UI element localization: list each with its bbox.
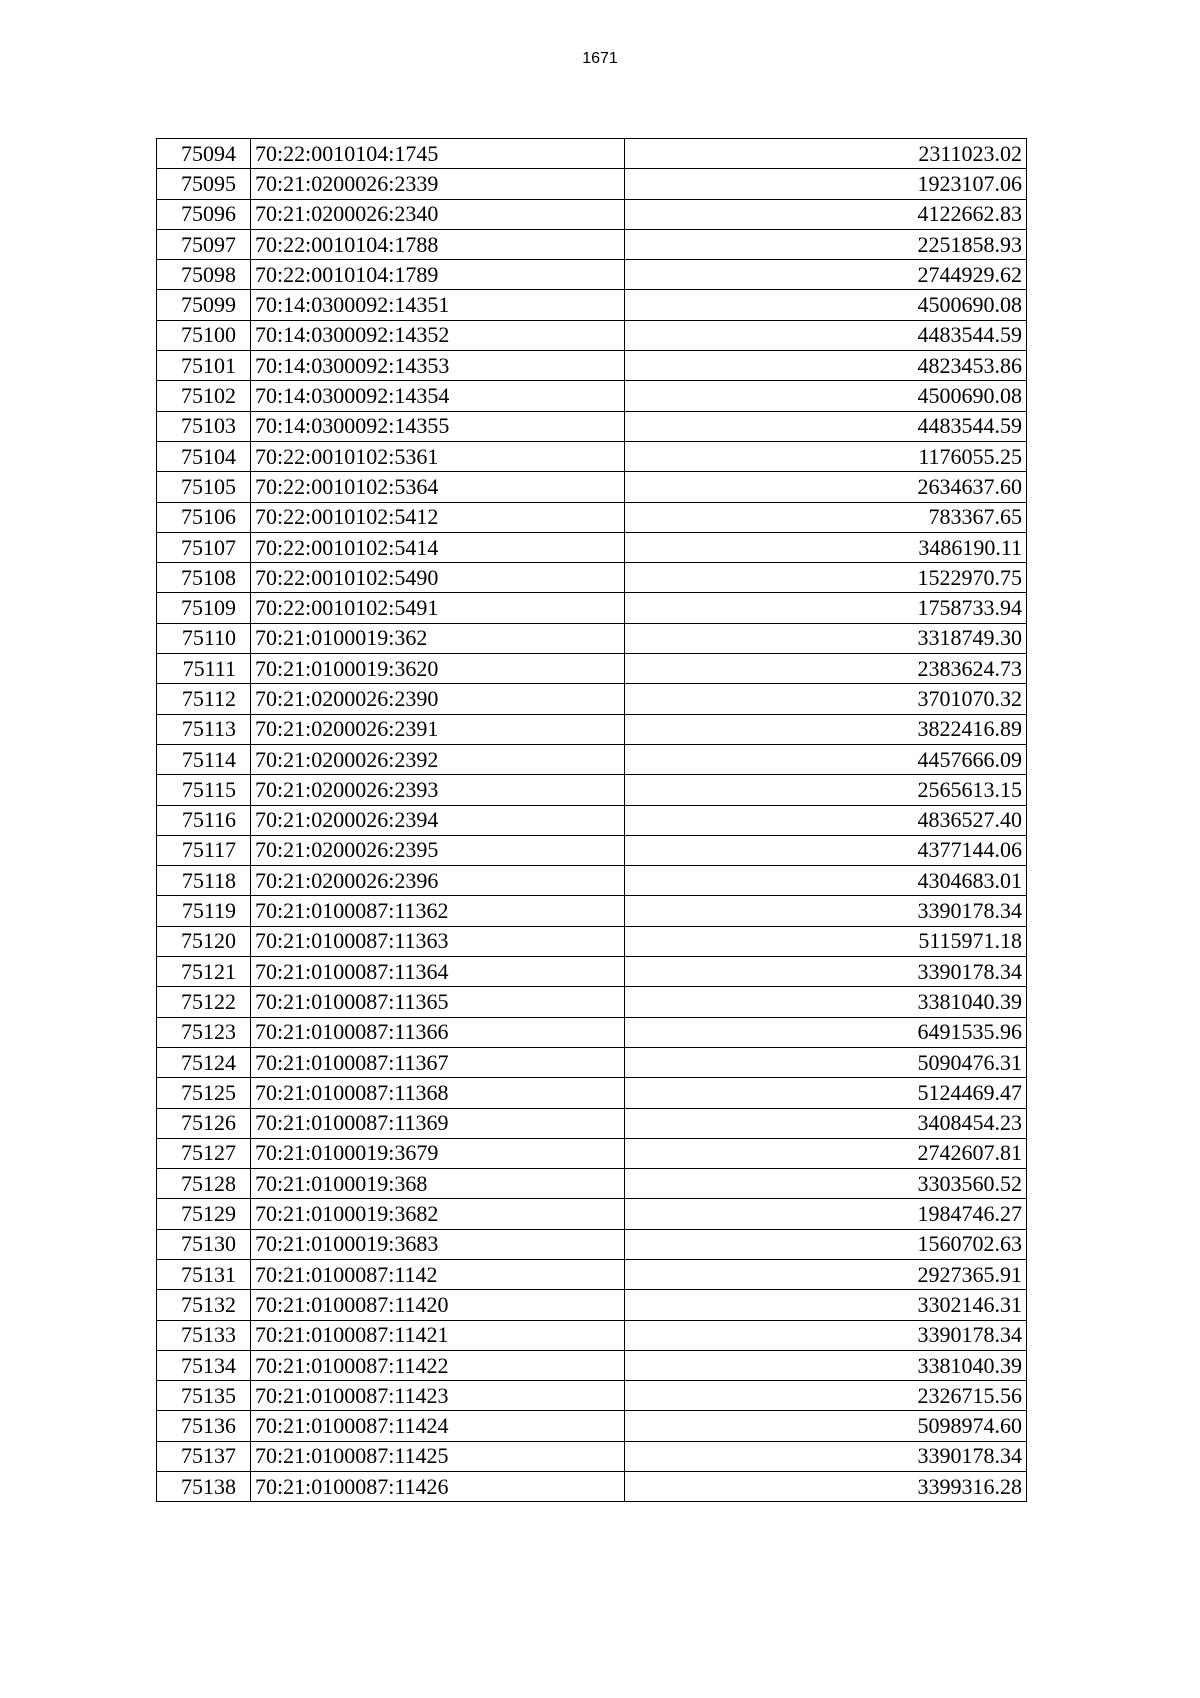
row-number-cell: 75131 [157,1259,251,1289]
cadastral-number-cell: 70:21:0100019:3620 [251,654,625,684]
cadastral-number-cell: 70:14:0300092:14352 [251,320,625,350]
cadastral-value-cell: 4500690.08 [625,381,1027,411]
table-row [157,1259,1027,1289]
cadastral-number-cell: 70:21:0200026:2394 [251,805,625,835]
cadastral-number-cell: 70:21:0100019:3683 [251,1229,625,1259]
cadastral-value-cell: 3318749.30 [625,623,1027,653]
row-number-cell: 75138 [157,1472,251,1502]
cadastral-number-cell: 70:22:0010102:5490 [251,563,625,593]
cadastral-value-cell: 1176055.25 [625,441,1027,471]
row-number-cell: 75124 [157,1047,251,1077]
cadastral-number-cell: 70:21:0200026:2340 [251,199,625,229]
table-row [157,290,1027,320]
row-number-cell: 75120 [157,926,251,956]
cadastral-number-cell: 70:14:0300092:14355 [251,411,625,441]
row-number-cell: 75103 [157,411,251,441]
table-row [157,1138,1027,1168]
table-row [157,532,1027,562]
cadastral-value-cell: 3390178.34 [625,1441,1027,1471]
row-number-cell: 75112 [157,684,251,714]
cadastral-value-cell: 3822416.89 [625,714,1027,744]
table-row [157,1320,1027,1350]
table-row [157,926,1027,956]
cadastral-number-cell: 70:22:0010102:5412 [251,502,625,532]
cadastral-number-cell: 70:22:0010104:1745 [251,139,625,169]
table-row [157,684,1027,714]
row-number-cell: 75110 [157,623,251,653]
row-number-cell: 75121 [157,957,251,987]
cadastral-value-cell: 1984746.27 [625,1199,1027,1229]
row-number-cell: 75105 [157,472,251,502]
row-number-cell: 75128 [157,1169,251,1199]
row-number-cell: 75123 [157,1017,251,1047]
cadastral-value-cell: 2927365.91 [625,1259,1027,1289]
cadastral-value-cell: 2383624.73 [625,654,1027,684]
cadastral-number-cell: 70:14:0300092:14351 [251,290,625,320]
table-row [157,714,1027,744]
table-row [157,411,1027,441]
table-row [157,441,1027,471]
cadastral-number-cell: 70:21:0100019:368 [251,1169,625,1199]
table-row [157,1411,1027,1441]
cadastral-value-cell: 3390178.34 [625,957,1027,987]
table-row [157,866,1027,896]
cadastral-number-cell: 70:21:0100087:11365 [251,987,625,1017]
cadastral-value-cell: 3486190.11 [625,532,1027,562]
table-row [157,1108,1027,1138]
cadastral-value-cell: 4483544.59 [625,320,1027,350]
cadastral-number-cell: 70:21:0100087:11363 [251,926,625,956]
table-row [157,1381,1027,1411]
cadastral-value-cell: 4836527.40 [625,805,1027,835]
cadastral-value-cell: 2744929.62 [625,260,1027,290]
cadastral-value-cell: 1522970.75 [625,563,1027,593]
cadastral-value-table [156,138,1027,1502]
cadastral-value-cell: 1758733.94 [625,593,1027,623]
table-row [157,1229,1027,1259]
table-row [157,381,1027,411]
cadastral-number-cell: 70:21:0100087:11423 [251,1381,625,1411]
cadastral-number-cell: 70:22:0010104:1789 [251,260,625,290]
table-row [157,563,1027,593]
cadastral-value-cell: 2565613.15 [625,775,1027,805]
table-row [157,502,1027,532]
cadastral-value-cell: 2251858.93 [625,229,1027,259]
cadastral-number-cell: 70:21:0100087:11369 [251,1108,625,1138]
row-number-cell: 75132 [157,1290,251,1320]
row-number-cell: 75099 [157,290,251,320]
cadastral-value-cell: 3302146.31 [625,1290,1027,1320]
table-row [157,1441,1027,1471]
row-number-cell: 75102 [157,381,251,411]
table-row [157,593,1027,623]
cadastral-value-cell: 4457666.09 [625,744,1027,774]
cadastral-value-cell: 2326715.56 [625,1381,1027,1411]
row-number-cell: 75095 [157,169,251,199]
cadastral-number-cell: 70:14:0300092:14353 [251,351,625,381]
table-row [157,1078,1027,1108]
cadastral-number-cell: 70:21:0100087:11421 [251,1320,625,1350]
cadastral-value-cell: 1560702.63 [625,1229,1027,1259]
table-row [157,957,1027,987]
cadastral-number-cell: 70:21:0200026:2393 [251,775,625,805]
row-number-cell: 75113 [157,714,251,744]
cadastral-number-cell: 70:14:0300092:14354 [251,381,625,411]
cadastral-number-cell: 70:22:0010102:5361 [251,441,625,471]
row-number-cell: 75125 [157,1078,251,1108]
table-row [157,654,1027,684]
cadastral-number-cell: 70:22:0010102:5364 [251,472,625,502]
cadastral-value-cell: 1923107.06 [625,169,1027,199]
cadastral-number-cell: 70:22:0010104:1788 [251,229,625,259]
row-number-cell: 75137 [157,1441,251,1471]
cadastral-number-cell: 70:21:0100087:1142 [251,1259,625,1289]
cadastral-value-cell: 4823453.86 [625,351,1027,381]
table-row [157,139,1027,169]
table-row [157,1472,1027,1502]
cadastral-value-cell: 3390178.34 [625,896,1027,926]
cadastral-number-cell: 70:21:0100019:3679 [251,1138,625,1168]
row-number-cell: 75115 [157,775,251,805]
table-row [157,775,1027,805]
table-row [157,987,1027,1017]
table-row [157,1047,1027,1077]
table-row [157,1169,1027,1199]
cadastral-value-cell: 3381040.39 [625,987,1027,1017]
row-number-cell: 75134 [157,1350,251,1380]
row-number-cell: 75133 [157,1320,251,1350]
cadastral-value-cell: 783367.65 [625,502,1027,532]
cadastral-number-cell: 70:21:0100087:11425 [251,1441,625,1471]
row-number-cell: 75098 [157,260,251,290]
cadastral-value-cell: 3701070.32 [625,684,1027,714]
row-number-cell: 75107 [157,532,251,562]
row-number-cell: 75116 [157,805,251,835]
cadastral-value-cell: 2634637.60 [625,472,1027,502]
row-number-cell: 75101 [157,351,251,381]
cadastral-number-cell: 70:21:0100087:11420 [251,1290,625,1320]
row-number-cell: 75127 [157,1138,251,1168]
row-number-cell: 75126 [157,1108,251,1138]
row-number-cell: 75096 [157,199,251,229]
row-number-cell: 75129 [157,1199,251,1229]
cadastral-value-cell: 4500690.08 [625,290,1027,320]
table-row [157,260,1027,290]
cadastral-value-cell: 5090476.31 [625,1047,1027,1077]
cadastral-number-cell: 70:21:0100019:362 [251,623,625,653]
cadastral-number-cell: 70:21:0100019:3682 [251,1199,625,1229]
row-number-cell: 75114 [157,744,251,774]
row-number-cell: 75136 [157,1411,251,1441]
page-number: 1671 [582,50,618,67]
row-number-cell: 75118 [157,866,251,896]
table-row [157,351,1027,381]
cadastral-number-cell: 70:21:0200026:2392 [251,744,625,774]
table-row [157,320,1027,350]
table-row [157,744,1027,774]
table-body [157,139,1027,1502]
row-number-cell: 75130 [157,1229,251,1259]
cadastral-number-cell: 70:22:0010102:5491 [251,593,625,623]
cadastral-number-cell: 70:21:0100087:11366 [251,1017,625,1047]
table-row [157,229,1027,259]
cadastral-number-cell: 70:21:0100087:11426 [251,1472,625,1502]
row-number-cell: 75094 [157,139,251,169]
cadastral-value-cell: 4483544.59 [625,411,1027,441]
table-row [157,805,1027,835]
cadastral-number-cell: 70:21:0200026:2396 [251,866,625,896]
cadastral-value-cell: 2311023.02 [625,139,1027,169]
row-number-cell: 75108 [157,563,251,593]
cadastral-value-cell: 3381040.39 [625,1350,1027,1380]
cadastral-number-cell: 70:21:0200026:2391 [251,714,625,744]
cadastral-value-cell: 4304683.01 [625,866,1027,896]
table-row [157,169,1027,199]
cadastral-value-cell: 6491535.96 [625,1017,1027,1047]
table-row [157,1350,1027,1380]
row-number-cell: 75109 [157,593,251,623]
cadastral-value-cell: 4377144.06 [625,835,1027,865]
cadastral-value-cell: 3408454.23 [625,1108,1027,1138]
table-row [157,1199,1027,1229]
row-number-cell: 75106 [157,502,251,532]
cadastral-value-cell: 3399316.28 [625,1472,1027,1502]
row-number-cell: 75097 [157,229,251,259]
cadastral-number-cell: 70:21:0100087:11422 [251,1350,625,1380]
cadastral-number-cell: 70:22:0010102:5414 [251,532,625,562]
cadastral-value-cell: 5124469.47 [625,1078,1027,1108]
cadastral-value-cell: 5115971.18 [625,926,1027,956]
row-number-cell: 75119 [157,896,251,926]
table-row [157,896,1027,926]
row-number-cell: 75100 [157,320,251,350]
cadastral-number-cell: 70:21:0200026:2339 [251,169,625,199]
cadastral-number-cell: 70:21:0100087:11424 [251,1411,625,1441]
cadastral-number-cell: 70:21:0100087:11364 [251,957,625,987]
cadastral-number-cell: 70:21:0200026:2390 [251,684,625,714]
row-number-cell: 75111 [157,654,251,684]
table-row [157,623,1027,653]
row-number-cell: 75135 [157,1381,251,1411]
cadastral-number-cell: 70:21:0100087:11362 [251,896,625,926]
table-row [157,472,1027,502]
table-row [157,1290,1027,1320]
cadastral-value-cell: 4122662.83 [625,199,1027,229]
table-row [157,199,1027,229]
cadastral-number-cell: 70:21:0200026:2395 [251,835,625,865]
table-row [157,835,1027,865]
row-number-cell: 75117 [157,835,251,865]
cadastral-number-cell: 70:21:0100087:11368 [251,1078,625,1108]
row-number-cell: 75104 [157,441,251,471]
cadastral-value-cell: 2742607.81 [625,1138,1027,1168]
cadastral-number-cell: 70:21:0100087:11367 [251,1047,625,1077]
cadastral-value-cell: 3303560.52 [625,1169,1027,1199]
table-row [157,1017,1027,1047]
cadastral-value-cell: 5098974.60 [625,1411,1027,1441]
row-number-cell: 75122 [157,987,251,1017]
cadastral-value-cell: 3390178.34 [625,1320,1027,1350]
